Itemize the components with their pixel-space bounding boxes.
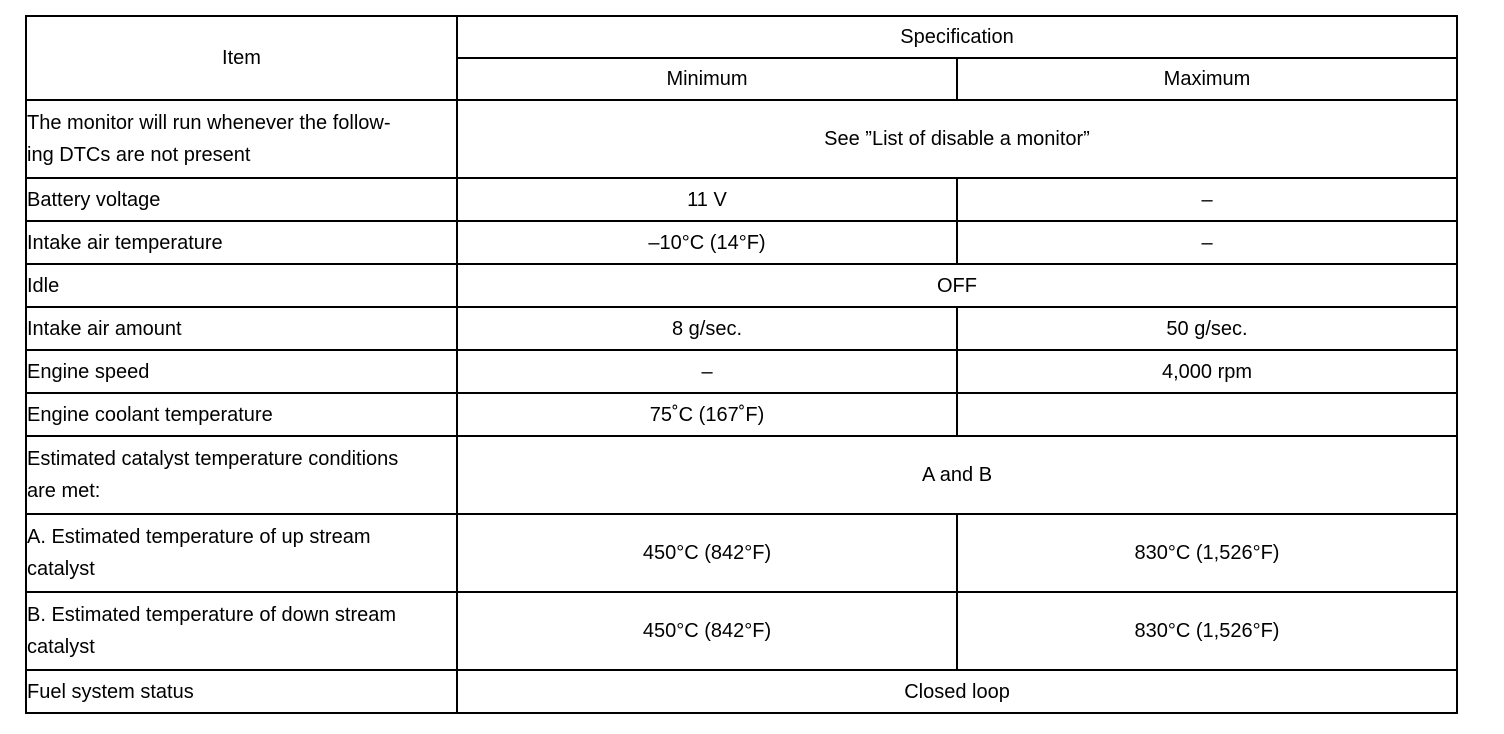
item-label: Estimated catalyst temperature conditions are met:	[27, 448, 399, 502]
item-label: B. Estimated temperature of down stream catalyst	[27, 604, 397, 658]
table-row	[26, 350, 1457, 393]
spec-value-cell: A and B	[457, 436, 1457, 514]
item-cell	[26, 100, 457, 178]
column-header-minimum: Minimum	[457, 58, 957, 100]
minimum-value-cell: 75˚C (167˚F)	[457, 393, 957, 436]
item-cell	[26, 592, 457, 670]
table-header-row	[26, 16, 1457, 58]
maximum-value-cell	[957, 393, 1457, 436]
maximum-value-cell: –	[957, 178, 1457, 221]
minimum-value-cell: 8 g/sec.	[457, 307, 957, 350]
specification-table	[25, 15, 1458, 714]
maximum-value-cell: 50 g/sec.	[957, 307, 1457, 350]
column-header-specification: Specification	[457, 16, 1457, 58]
maximum-value-cell: 830°C (1,526°F)	[957, 514, 1457, 592]
item-cell	[26, 436, 457, 514]
table-row	[26, 100, 1457, 178]
item-label: A. Estimated temperature of up stream catalyst	[27, 526, 371, 580]
table-row	[26, 436, 1457, 514]
item-label: The monitor will run whenever the follow- ing DTCs are not present	[27, 112, 391, 166]
maximum-value-cell: 4,000 rpm	[957, 350, 1457, 393]
column-header-maximum: Maximum	[957, 58, 1457, 100]
minimum-value-cell: 11 V	[457, 178, 957, 221]
item-cell: Engine coolant temperature	[26, 393, 457, 436]
item-cell: Engine speed	[26, 350, 457, 393]
table-row	[26, 178, 1457, 221]
minimum-value-cell: –10°C (14°F)	[457, 221, 957, 264]
table-row	[26, 264, 1457, 307]
maximum-value-cell: –	[957, 221, 1457, 264]
spec-value-cell: Closed loop	[457, 670, 1457, 713]
column-header-item: Item	[26, 16, 457, 100]
table-row	[26, 514, 1457, 592]
minimum-value-cell: 450°C (842°F)	[457, 592, 957, 670]
item-cell: Idle	[26, 264, 457, 307]
table-row	[26, 221, 1457, 264]
item-cell: Battery voltage	[26, 178, 457, 221]
spec-value-cell: OFF	[457, 264, 1457, 307]
spec-value-cell: See ”List of disable a monitor”	[457, 100, 1457, 178]
table-row	[26, 670, 1457, 713]
table-row	[26, 592, 1457, 670]
item-cell	[26, 514, 457, 592]
item-cell: Fuel system status	[26, 670, 457, 713]
maximum-value-cell: 830°C (1,526°F)	[957, 592, 1457, 670]
minimum-value-cell: –	[457, 350, 957, 393]
item-cell: Intake air temperature	[26, 221, 457, 264]
table-row	[26, 307, 1457, 350]
minimum-value-cell: 450°C (842°F)	[457, 514, 957, 592]
table-row	[26, 393, 1457, 436]
item-cell: Intake air amount	[26, 307, 457, 350]
